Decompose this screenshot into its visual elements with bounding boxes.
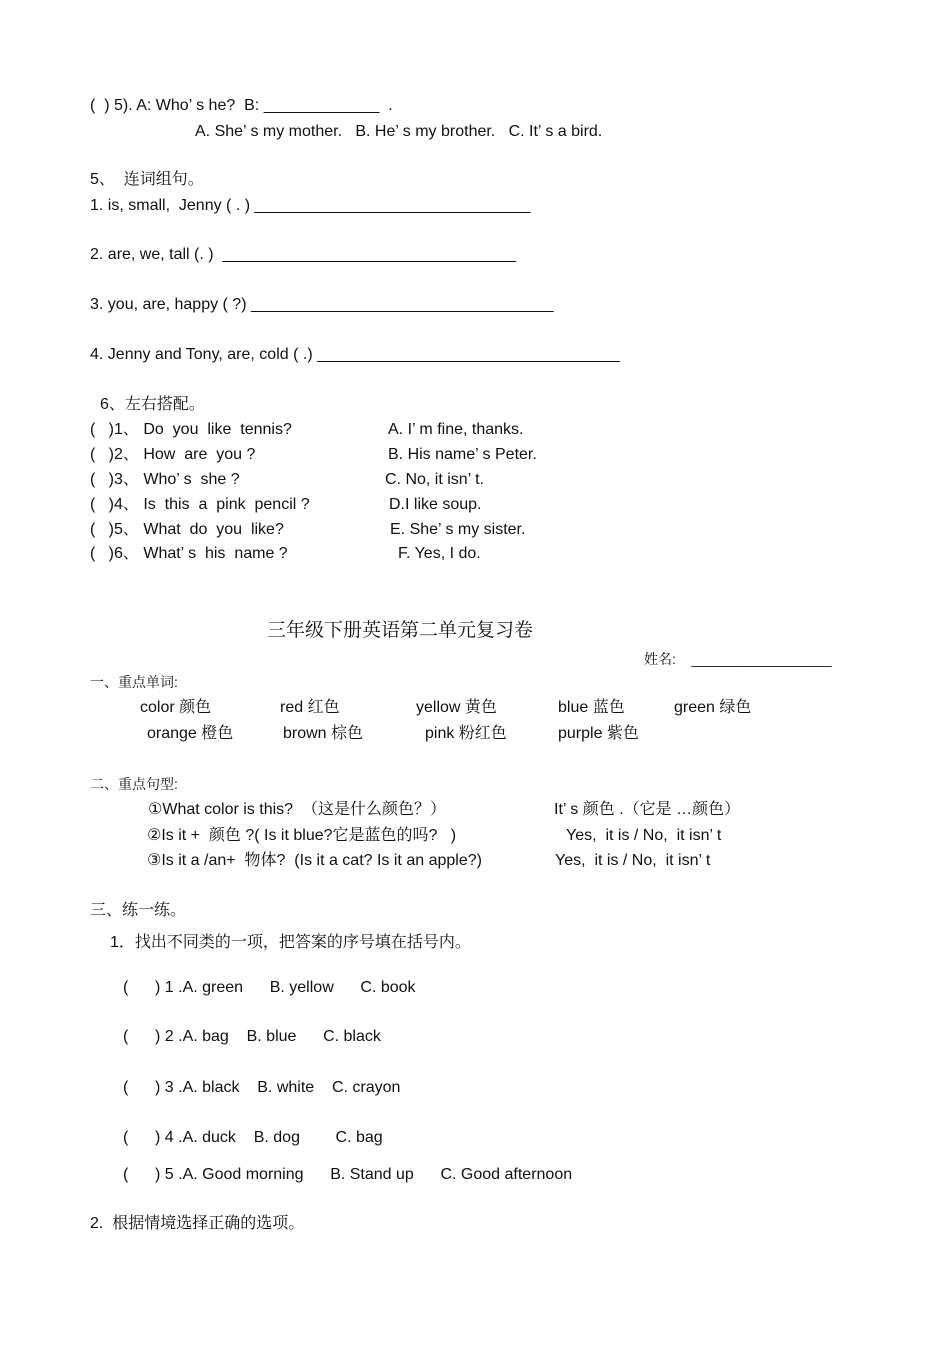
match-left-item: ( )3、 Who’ s she ? xyxy=(90,471,240,488)
section5-item: 2. are, we, tall (. ) _________________________________ xyxy=(90,246,517,263)
vocab-word: red 红色 xyxy=(280,699,340,716)
vocab-word: purple 紫色 xyxy=(558,725,639,742)
section6-heading: 6、左右搭配。 xyxy=(100,396,205,413)
match-right-item: A. I’ m fine, thanks. xyxy=(388,421,524,438)
part3-heading: 三、练一练。 xyxy=(90,902,187,919)
page-title: 三年级下册英语第二单元复习卷 xyxy=(267,619,534,641)
section5-item: 3. you, are, happy ( ?) __________________________________ xyxy=(90,296,554,313)
match-left-item: ( )4、 Is this a pink pencil ? xyxy=(90,496,310,513)
vocab-word: yellow 黄色 xyxy=(416,699,497,716)
exercise1-item: ( ) 4 .A. duck B. dog C. bag xyxy=(123,1129,383,1146)
exercise1-item: ( ) 5 .A. Good morning B. Stand up C. Good afternoon xyxy=(123,1166,573,1183)
exercise1-item: ( ) 1 .A. green B. yellow C. book xyxy=(123,979,416,996)
match-right-item: F. Yes, I do. xyxy=(398,545,481,562)
match-right-item: C. No, it isn’ t. xyxy=(385,471,484,488)
vocab-word: green 绿色 xyxy=(674,699,752,716)
match-left-item: ( )5、 What do you like? xyxy=(90,521,284,538)
exercise1-item: ( ) 3 .A. black B. white C. crayon xyxy=(123,1079,401,1096)
match-right-item: D.I like soup. xyxy=(389,496,482,513)
pattern-question: ③Is it a /an+ 物体? (Is it a cat? Is it an apple?) xyxy=(147,852,482,869)
pattern-question: ②Is it + 颜色 ?( Is it blue?它是蓝色的吗? ) xyxy=(147,827,457,844)
q5-options: A. She’ s my mother. B. He’ s my brother. C. It’ s a bird. xyxy=(195,123,603,140)
pattern-answer: Yes, it is / No, it isn’ t xyxy=(555,852,711,869)
vocab-word: orange 橙色 xyxy=(147,725,234,742)
match-right-item: B. His name’ s Peter. xyxy=(388,446,537,463)
section5-heading: 5、 连词组句。 xyxy=(90,171,204,188)
match-left-item: ( )6、 What’ s his name ? xyxy=(90,545,288,562)
match-left-item: ( )2、 How are you ? xyxy=(90,446,256,463)
vocab-word: blue 蓝色 xyxy=(558,699,625,716)
match-right-item: E. She’ s my sister. xyxy=(390,521,526,538)
name-field-label: 姓名: __________________ xyxy=(644,651,832,667)
q5-question: ( ) 5). A: Who’ s he? B: _____________ . xyxy=(90,97,393,114)
part2-heading: 二、重点句型: xyxy=(90,776,178,792)
pattern-answer: Yes, it is / No, it isn’ t xyxy=(566,827,722,844)
vocab-word: brown 棕色 xyxy=(283,725,364,742)
part1-heading: 一、重点单词: xyxy=(90,674,178,690)
vocab-word: pink 粉红色 xyxy=(425,725,507,742)
match-left-item: ( )1、 Do you like tennis? xyxy=(90,421,292,438)
section5-item: 4. Jenny and Tony, are, cold ( .) __________________________________ xyxy=(90,346,620,363)
section5-item: 1. is, small, Jenny ( . ) _______________________________ xyxy=(90,197,531,214)
exercise2-heading: 2. 根据情境选择正确的选项。 xyxy=(90,1215,305,1232)
exercise1-heading: 1．找出不同类的一项，把答案的序号填在括号内。 xyxy=(110,934,471,951)
vocab-word: color 颜色 xyxy=(140,699,212,716)
exercise1-item: ( ) 2 .A. bag B. blue C. black xyxy=(123,1028,381,1045)
pattern-question: ①What color is this? （这是什么颜色？） xyxy=(148,801,446,818)
pattern-answer: It’ s 颜色 .（它是 …颜色） xyxy=(554,801,741,818)
